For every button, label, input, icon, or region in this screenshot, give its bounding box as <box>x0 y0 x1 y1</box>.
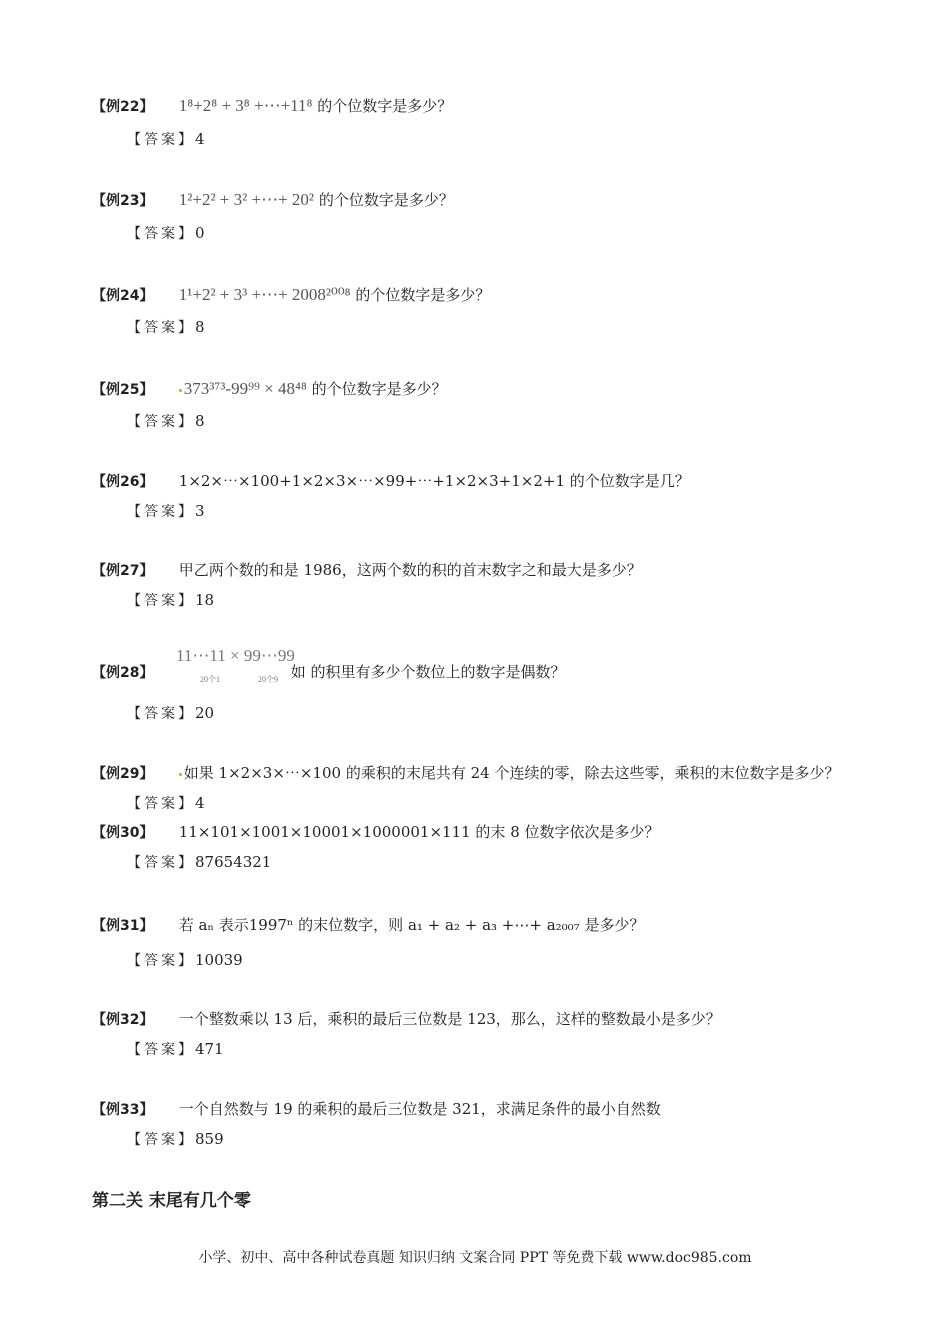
question-26 <box>92 470 690 491</box>
question-text: 若 aₙ 表示1997ⁿ 的末位数字，则 a₁ + a₂ + a₃ +⋯+ a₂₀₀₇ 是多少？ <box>178 916 645 934</box>
question-text: 甲乙两个数的和是 1986，这两个数的积的首末数字之和最大是多少？ <box>178 561 642 579</box>
question-28 <box>92 661 566 682</box>
question-text: 的个位数字是多少？ <box>311 380 447 398</box>
question-text: 11×101×1001×10001×1000001×111 的末 8 位数字依次是多少？ <box>178 823 660 841</box>
answer-value: 471 <box>195 1040 224 1058</box>
answer-26 <box>127 501 205 521</box>
section-heading: 第二关 末尾有几个零 <box>92 1191 251 1211</box>
question-text: 的个位数字是多少？ <box>355 286 491 304</box>
answer-22 <box>127 129 205 149</box>
question-tag: 【例22】 <box>92 99 154 115</box>
question-text: 如 的积里有多少个数位上的数字是偶数？ <box>290 663 566 681</box>
question-tag: 【例27】 <box>92 563 154 579</box>
math-expression: 1⁸+2⁸ + 3⁸ +⋯+11⁸ <box>178 96 313 115</box>
answer-value: 3 <box>195 502 205 520</box>
math-expression: 1²+2² + 3² +⋯+ 20² <box>178 190 315 209</box>
question-tag: 【例28】 <box>92 665 154 681</box>
answer-value: 4 <box>195 130 205 148</box>
math-expression: 11⋯11 × 99⋯99 <box>176 646 295 665</box>
marker-dot <box>179 389 182 392</box>
underbrace-label: 20个9 <box>258 675 278 684</box>
answer-value: 10039 <box>195 951 243 969</box>
question-27 <box>92 559 642 580</box>
question-29 <box>92 762 839 783</box>
answer-value: 20 <box>195 704 215 722</box>
answer-29 <box>127 793 205 813</box>
math-expression: 373³⁷³-99⁹⁹ × 48⁴⁸ <box>183 379 307 398</box>
question-32 <box>92 1008 721 1029</box>
page-footer: 小学、初中、高中各种试卷真题 知识归纳 文案合同 PPT 等免费下载 www.doc985.com <box>198 1250 752 1266</box>
answer-label: 【答案】 <box>127 593 195 609</box>
answer-value: 18 <box>195 591 215 609</box>
answer-25 <box>127 411 205 431</box>
question-tag: 【例24】 <box>92 288 154 304</box>
question-text: 一个整数乘以 13 后，乘积的最后三位数是 123，那么，这样的整数最小是多少？ <box>178 1010 721 1028</box>
answer-label: 【答案】 <box>127 226 195 242</box>
question-23 <box>92 189 454 210</box>
answer-30 <box>127 852 271 872</box>
answer-33 <box>127 1129 224 1149</box>
answer-label: 【答案】 <box>127 855 195 871</box>
question-tag: 【例30】 <box>92 825 154 841</box>
question-tag: 【例31】 <box>92 918 154 934</box>
question-text: 如果 1×2×3×⋯×100 的乘积的末尾共有 24 个连续的零，除去这些零，乘积的末位数字是多少？ <box>183 764 840 782</box>
answer-label: 【答案】 <box>127 504 195 520</box>
answer-label: 【答案】 <box>127 132 195 148</box>
answer-label: 【答案】 <box>127 414 195 430</box>
answer-31 <box>127 950 243 970</box>
answer-label: 【答案】 <box>127 953 195 969</box>
answer-value: 0 <box>195 224 205 242</box>
question-33 <box>92 1098 661 1119</box>
question-text: 一个自然数与 19 的乘积的最后三位数是 321，求满足条件的最小自然数 <box>178 1100 661 1118</box>
answer-value: 8 <box>195 318 205 336</box>
question-tag: 【例23】 <box>92 193 154 209</box>
answer-value: 4 <box>195 794 205 812</box>
question-text: 1×2×⋯×100+1×2×3×⋯×99+⋯+1×2×3+1×2+1 的个位数字是几？ <box>178 472 690 490</box>
answer-value: 87654321 <box>195 853 272 871</box>
answer-label: 【答案】 <box>127 706 195 722</box>
answer-label: 【答案】 <box>127 1132 195 1148</box>
question-tag: 【例33】 <box>92 1102 154 1118</box>
answer-32 <box>127 1039 224 1059</box>
question-tag: 【例32】 <box>92 1012 154 1028</box>
math-expression: 1¹+2² + 3³ +⋯+ 2008²⁰⁰⁸ <box>178 285 351 304</box>
question-text: 的个位数字是多少？ <box>317 97 453 115</box>
answer-23 <box>127 223 205 243</box>
question-25 <box>92 378 447 399</box>
question-22 <box>92 95 452 116</box>
question-tag: 【例29】 <box>92 766 154 782</box>
answer-27 <box>127 590 214 610</box>
answer-28 <box>127 703 214 723</box>
question-24 <box>92 284 490 305</box>
answer-value: 859 <box>195 1130 224 1148</box>
question-30 <box>92 821 660 842</box>
question-tag: 【例26】 <box>92 474 154 490</box>
answer-label: 【答案】 <box>127 1042 195 1058</box>
question-text: 的个位数字是多少？ <box>318 191 454 209</box>
question-31 <box>92 914 644 935</box>
answer-label: 【答案】 <box>127 320 195 336</box>
marker-dot <box>179 773 182 776</box>
question-tag: 【例25】 <box>92 382 154 398</box>
underbrace-label: 20个1 <box>200 675 220 684</box>
answer-value: 8 <box>195 412 205 430</box>
answer-label: 【答案】 <box>127 796 195 812</box>
answer-24 <box>127 317 205 337</box>
